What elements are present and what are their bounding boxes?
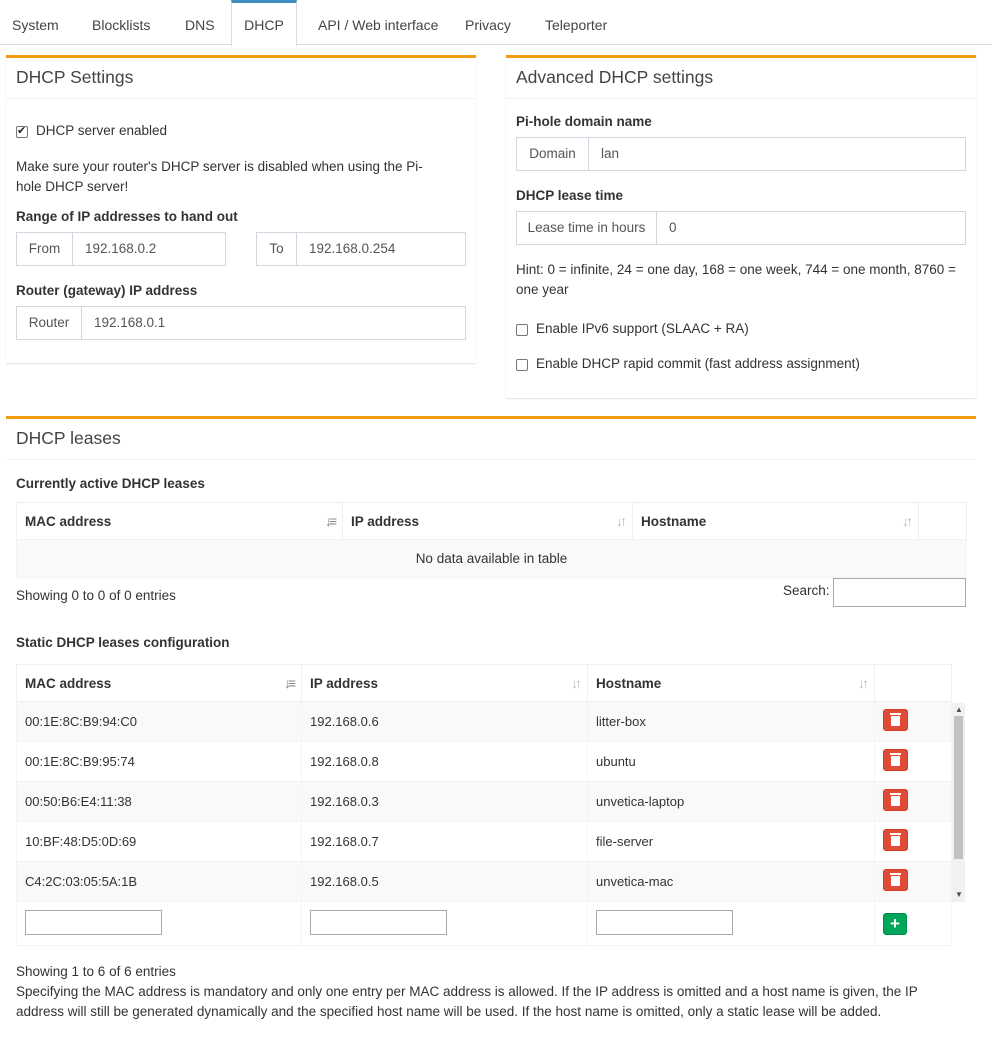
mac-cell: 00:1E:8C:B9:95:74 — [17, 742, 302, 782]
add-lease-button[interactable]: + — [883, 913, 907, 935]
static-col-actions — [875, 665, 952, 702]
range-to-input[interactable]: 192.168.0.254 — [309, 241, 396, 256]
router-input-group — [16, 306, 466, 340]
new-mac-input[interactable] — [25, 910, 162, 935]
mac-cell: 00:1E:8C:B9:94:C0 — [17, 702, 302, 742]
delete-lease-button[interactable] — [883, 829, 908, 851]
table-row — [17, 702, 952, 742]
sort-asc-icon: ↓≡ — [324, 513, 334, 529]
sort-icon: ↓↑ — [616, 513, 624, 529]
tab-privacy[interactable]: Privacy — [465, 17, 511, 33]
hostname-cell: file-server — [588, 822, 875, 862]
sort-icon: ↓↑ — [571, 675, 579, 691]
static-note: Specifying the MAC address is mandatory and only one entry per MAC address is allowed. If the IP address is omitted and a host name is given, the IP address will still be generated dynamically and the specified host name will be used. If the host name is omitted, only a static lease will be added. — [16, 984, 918, 1019]
hostname-cell: unvetica-mac — [588, 862, 875, 902]
delete-lease-button[interactable] — [883, 709, 908, 731]
tab-teleporter[interactable]: Teleporter — [545, 17, 608, 33]
range-from-input-group — [16, 232, 226, 266]
delete-lease-button[interactable] — [883, 789, 908, 811]
tab-dns[interactable]: DNS — [185, 17, 215, 33]
hostname-cell: litter-box — [588, 702, 875, 742]
ipv6-label: Enable IPv6 support (SLAAC + RA) — [536, 321, 749, 336]
active-col-mac[interactable] — [17, 503, 343, 540]
static-col-hostname-label: Hostname — [596, 675, 662, 691]
dhcp-enabled-label: DHCP server enabled — [36, 123, 168, 138]
lease-time-addon: Lease time in hours — [517, 212, 657, 244]
ip-cell: 192.168.0.5 — [302, 862, 588, 902]
box-header-divider — [506, 98, 976, 99]
tab-api-web-interface[interactable]: API / Web interface — [318, 17, 439, 33]
table-row — [17, 862, 952, 902]
active-col-mac-label: MAC address — [25, 513, 112, 529]
static-col-hostname[interactable] — [588, 665, 875, 702]
search-label: Search: — [783, 583, 830, 598]
tab-system[interactable]: System — [12, 17, 59, 33]
sort-icon: ↓↑ — [902, 513, 910, 529]
domain-section-label: Pi-hole domain name — [516, 114, 652, 129]
range-from-input[interactable]: 192.168.0.2 — [85, 241, 157, 256]
new-lease-row — [17, 902, 952, 946]
sort-asc-icon: ↓≡ — [283, 675, 293, 691]
lease-hint: Hint: 0 = infinite, 24 = one day, 168 = one week, 744 = one month, 8760 = one year — [516, 262, 956, 297]
router-warning-note: Make sure your router's DHCP server is disabled when using the Pi-hole DHCP server! — [16, 159, 423, 194]
delete-lease-button[interactable] — [883, 749, 908, 771]
scroll-up-icon[interactable]: ▲ — [955, 705, 963, 714]
settings-tabs — [0, 0, 992, 45]
domain-input-group — [516, 137, 966, 171]
mac-cell: 00:50:B6:E4:11:38 — [17, 782, 302, 822]
from-addon: From — [17, 233, 73, 265]
ip-cell: 192.168.0.6 — [302, 702, 588, 742]
active-leases-title: Currently active DHCP leases — [16, 476, 205, 491]
scroll-down-icon[interactable]: ▼ — [955, 890, 963, 899]
delete-lease-button[interactable] — [883, 869, 908, 891]
active-col-actions — [919, 503, 967, 540]
static-col-ip[interactable] — [302, 665, 588, 702]
router-ip-input[interactable]: 192.168.0.1 — [94, 315, 166, 330]
range-to-input-group — [256, 232, 466, 266]
hostname-cell: ubuntu — [588, 742, 875, 782]
table-row — [17, 822, 952, 862]
rapid-commit-label: Enable DHCP rapid commit (fast address assignment) — [536, 356, 860, 371]
ip-cell: 192.168.0.7 — [302, 822, 588, 862]
domain-input[interactable]: lan — [601, 146, 620, 161]
active-col-ip[interactable] — [343, 503, 633, 540]
hostname-cell: unvetica-laptop — [588, 782, 875, 822]
mac-cell: C4:2C:03:05:5A:1B — [17, 862, 302, 902]
active-leases-table — [16, 502, 967, 578]
active-col-ip-label: IP address — [351, 513, 420, 529]
advanced-dhcp-title: Advanced DHCP settings — [516, 67, 714, 87]
table-row — [17, 782, 952, 822]
tab-blocklists[interactable]: Blocklists — [92, 17, 151, 33]
static-table-scrollbar[interactable] — [952, 703, 965, 902]
new-hostname-input[interactable] — [596, 910, 733, 935]
lease-time-input-group — [516, 211, 966, 245]
to-addon: To — [257, 233, 297, 265]
dhcp-settings-title: DHCP Settings — [16, 67, 134, 87]
ip-cell: 192.168.0.3 — [302, 782, 588, 822]
table-row — [17, 742, 952, 782]
advanced-dhcp-box — [506, 55, 976, 398]
active-empty-row: No data available in table — [17, 540, 967, 578]
box-header-divider — [6, 459, 976, 460]
static-col-mac[interactable] — [17, 665, 302, 702]
scrollbar-thumb[interactable] — [954, 716, 963, 859]
rapid-commit-checkbox[interactable] — [516, 359, 528, 371]
lease-time-input[interactable]: 0 — [669, 220, 677, 235]
router-section-label: Router (gateway) IP address — [16, 283, 198, 298]
lease-section-label: DHCP lease time — [516, 188, 624, 203]
box-header-divider — [6, 98, 476, 99]
active-col-hostname-label: Hostname — [641, 513, 707, 529]
dhcp-settings-box — [6, 55, 476, 363]
tab-dhcp[interactable]: DHCP — [231, 0, 297, 46]
static-col-ip-label: IP address — [310, 675, 379, 691]
domain-addon: Domain — [517, 138, 589, 170]
search-input[interactable] — [833, 578, 966, 607]
mac-cell: 10:BF:48:D5:0D:69 — [17, 822, 302, 862]
static-info: Showing 1 to 6 of 6 entries — [16, 964, 176, 979]
static-col-mac-label: MAC address — [25, 675, 112, 691]
sort-icon: ↓↑ — [858, 675, 866, 691]
router-addon: Router — [17, 307, 82, 339]
active-info: Showing 0 to 0 of 0 entries — [16, 588, 176, 603]
dhcp-enabled-checkbox[interactable] — [16, 126, 28, 138]
static-leases-table — [16, 664, 952, 946]
range-label: Range of IP addresses to hand out — [16, 209, 238, 224]
dhcp-leases-title: DHCP leases — [16, 428, 121, 448]
new-ip-input[interactable] — [310, 910, 447, 935]
ipv6-checkbox[interactable] — [516, 324, 528, 336]
static-leases-title: Static DHCP leases configuration — [16, 635, 230, 650]
active-col-hostname[interactable] — [633, 503, 919, 540]
ip-cell: 192.168.0.8 — [302, 742, 588, 782]
